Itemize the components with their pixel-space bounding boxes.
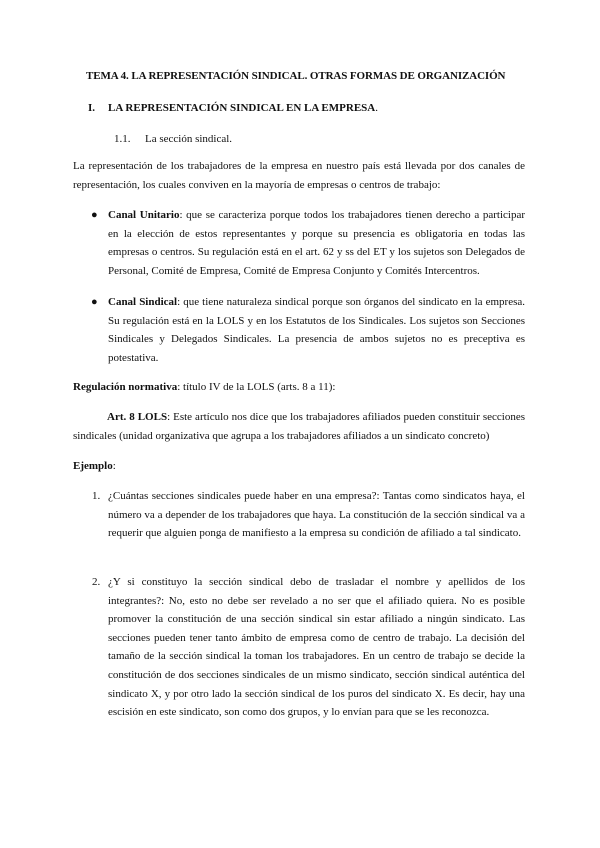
article-paragraph	[73, 408, 525, 445]
bullet-marker-2: ●	[91, 296, 98, 308]
example-colon: :	[112, 460, 116, 472]
regulation-line	[73, 378, 335, 396]
question-number-1: 1.	[92, 490, 101, 502]
section-title-end: .	[375, 102, 378, 114]
bullet-marker-1: ●	[91, 209, 98, 221]
document-title: TEMA 4. LA REPRESENTACIÓN SINDICAL. OTRAS FORMAS DE ORGANIZACIÓN	[86, 70, 506, 82]
article-label: Art. 8 LOLS	[107, 411, 168, 423]
regulation-label: Regulación normativa	[73, 381, 178, 393]
bullet-label: Canal Unitario	[108, 209, 180, 221]
section-title-text: LA REPRESENTACIÓN SINDICAL EN LA EMPRESA	[108, 102, 376, 114]
section-title	[108, 99, 378, 117]
bullet-label: Canal Sindical	[108, 296, 178, 308]
example-label: Ejemplo	[73, 460, 113, 472]
bullet-text: : que se caracteriza porque todos los trabajadores tienen derecho a participar en la elección de estos representantes y porque su presencia es obligatoria en todas las empresas o centros. Su regulación está en el art. 62 y ss del ET y los sujetos son Delegados de Personal, Comité de Empresa, Comité de Empresa Conjunto y Comités Intercentros.	[108, 209, 525, 277]
subsection-number: 1.1.	[114, 133, 131, 145]
bullet-text: : que tiene naturaleza sindical porque son órganos del sindicato en la empresa. Su regulación está en la LOLS y en los Estatutos de los Sindicales. Los sujetos son Secciones Sindicales y Delegados Sindicales. La presencia de ambos sujetos no es preceptiva es potestativa.	[108, 296, 525, 364]
question-number-2: 2.	[92, 576, 101, 588]
question-item-2: ¿Y si constituyo la sección sindical debo de trasladar el nombre y apellidos de los integrantes?: No, esto no debe ser revelado a no ser que el afiliado quiera. No es posible promover la constitución de una sección sindical sin estar afiliado a ningún sindicato. Las secciones pueden tener tanto ámbito de empresa como de centro de trabajo. La decisión del tamaño de la sección sindical la toman los trabajadores. En un centro de trabajo se decide la constitución de dos secciones sindicales de un mismo sindicato, sección sindical auténtica del sindicato X, y por otro lado la sección sindical de los puros del sindicato X. Es decir, hay una escisión en este sindicato, son como dos grupos, y lo envían para que se les reconozca.	[108, 576, 525, 719]
question-item-1: ¿Cuántas secciones sindicales puede haber en una empresa?: Tantas como sindicatos haya, el número va a depender de los trabajadores que haya. La constitución de la sección sindical va a requerir que alguien ponga de manifiesto a la empresa su condición de afiliado a tal sindicato.	[108, 490, 525, 540]
intro-paragraph: La representación de los trabajadores de la empresa en nuestro país está llevada por dos canales de representación, los cuales conviven en la mayoría de empresas o centros de trabajo:	[73, 160, 525, 191]
article-text: : Este artículo nos dice que los trabajadores afiliados pueden constituir secciones sindicales (unidad organizativa que agrupa a los trabajadores afiliados a un sindicato concreto)	[73, 411, 525, 442]
example-heading	[73, 457, 116, 475]
subsection-title: La sección sindical.	[145, 133, 233, 145]
regulation-text: : título IV de la LOLS (arts. 8 a 11):	[177, 381, 336, 393]
bullet-item-canal-unitario	[108, 206, 525, 280]
section-number: I.	[88, 102, 96, 114]
bullet-item-canal-sindical	[108, 293, 525, 367]
